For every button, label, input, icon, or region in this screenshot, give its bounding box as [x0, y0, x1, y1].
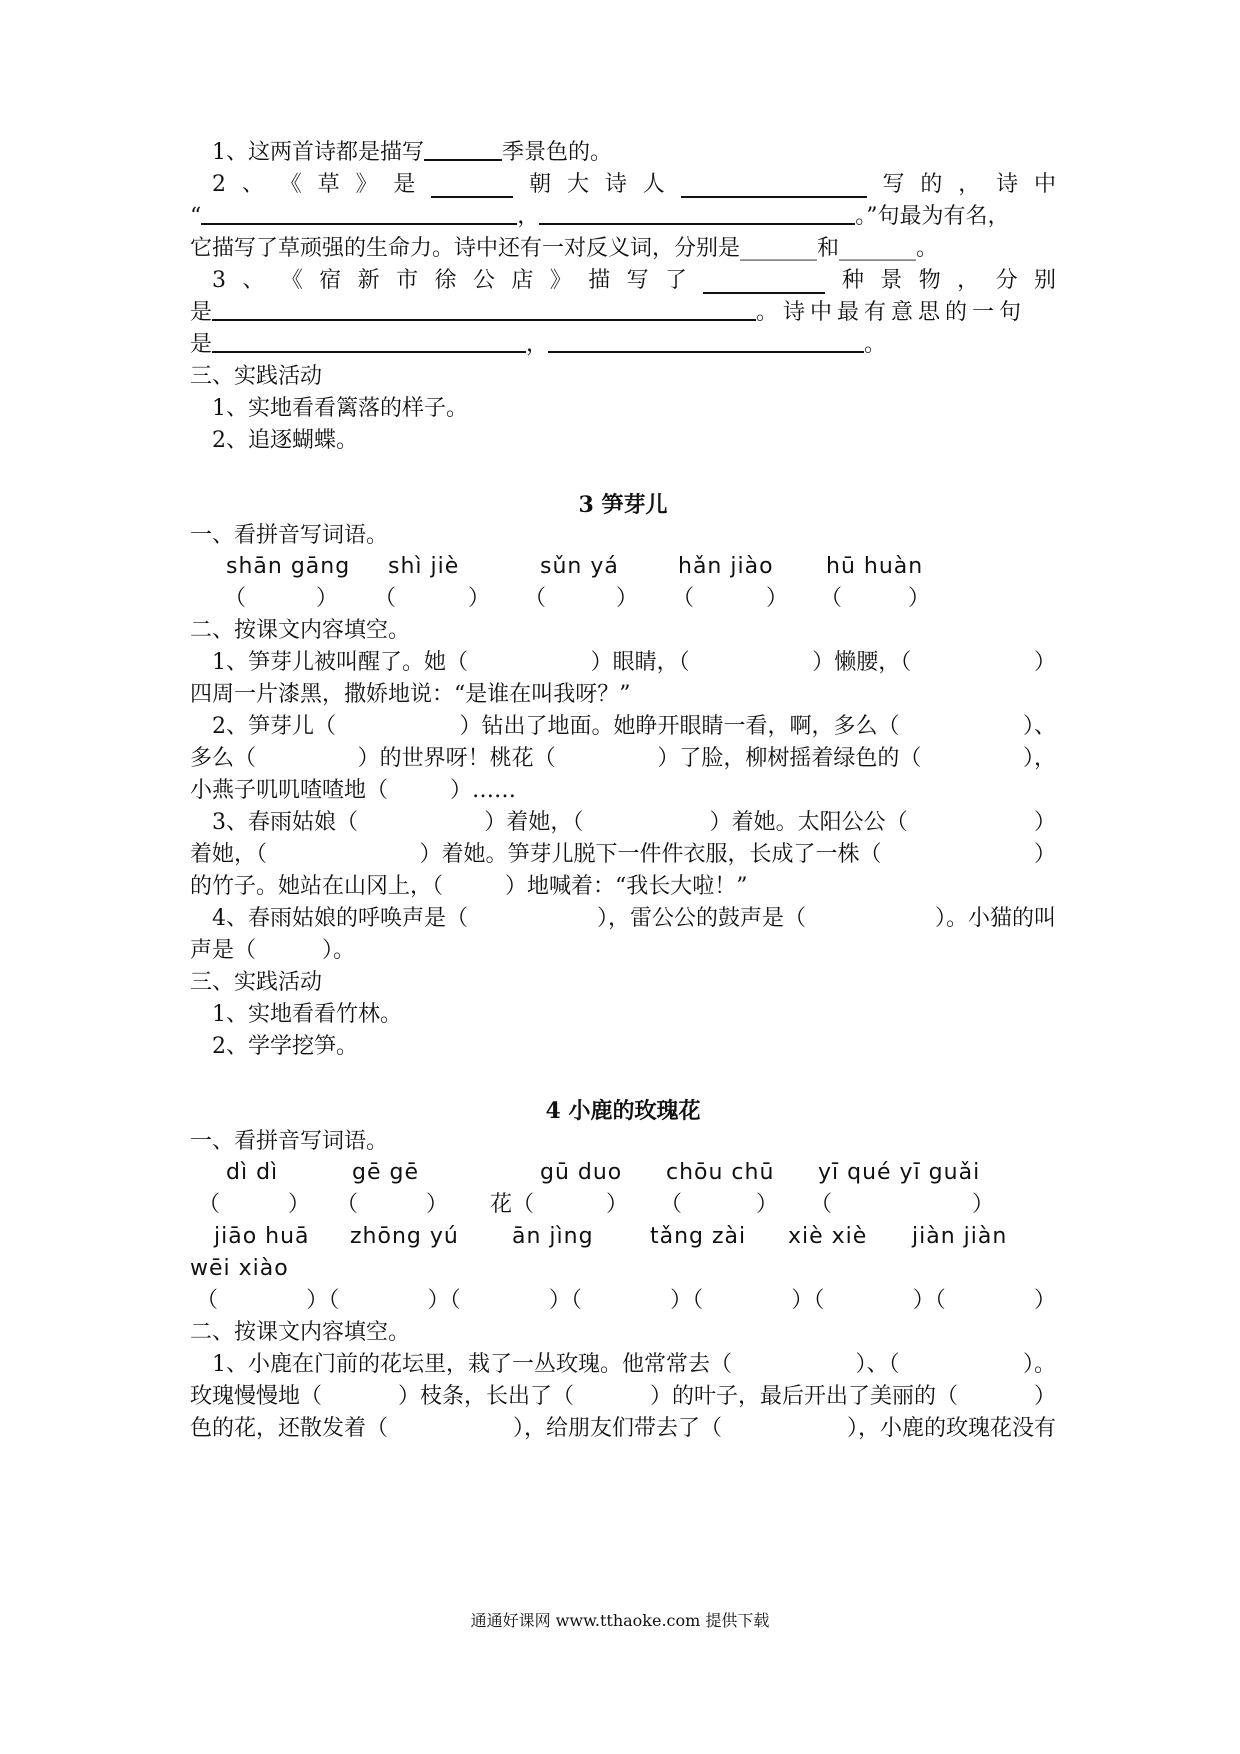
question-line: 1、小鹿在门前的花坛里，栽了一丛玫瑰。他常常去（ ）、（ ）。 — [212, 1352, 1056, 1377]
pinyin: gē gē — [352, 1160, 419, 1185]
answer-bracket-open: （ — [660, 1192, 683, 1217]
pinyin: shì jiè — [388, 554, 460, 579]
answer-blank[interactable] — [201, 199, 517, 225]
question-line: 1、笋芽儿被叫醒了。她（ ）眼睛，（ ）懒腰，（ ） — [212, 650, 1056, 675]
question-line: 2、笋芽儿（ ）钻出了地面。她睁开眼睛一看，啊，多么（ ）、 — [212, 714, 1056, 739]
answer-bracket-close: ） — [972, 1192, 995, 1217]
question-line: 的竹子。她站在山冈上，（ ）地喊着：“我长大啦！” — [190, 874, 748, 899]
pinyin: tǎng zài — [650, 1224, 747, 1249]
section-heading: 二、按课文内容填空。 — [190, 1320, 411, 1345]
answer-bracket-close: ） — [756, 1192, 779, 1217]
answer-bracket-close: ） — [908, 586, 931, 611]
question-line: 是 ， 。 — [190, 327, 1056, 363]
practice-item: 1、实地看看篱落的样子。 — [212, 396, 468, 421]
page-footer: 通通好课网 www.tthaoke.com 提供下载 — [470, 1611, 770, 1630]
answer-bracket-close: ） — [766, 586, 789, 611]
answer-blank[interactable] — [548, 327, 864, 353]
question-line: 是 。诗中最有意思的一句 — [190, 295, 1056, 331]
answer-bracket-open: （ — [336, 1192, 359, 1217]
answer-blank[interactable] — [703, 268, 825, 294]
answer-blank[interactable] — [424, 135, 502, 161]
question-line: 小燕子叽叽喳喳地（ ）…… — [190, 778, 517, 803]
question-line: “ ， 。”句最为有名， — [190, 199, 1056, 235]
question-line: 玫瑰慢慢地（ ）枝条，长出了（ ）的叶子，最后开出了美丽的（ ） — [190, 1384, 1056, 1409]
practice-item: 1、实地看看竹林。 — [212, 1002, 402, 1027]
question-line: 2 、 《 草 》 是 朝 大 诗 人 写 的 ， 诗 中 — [212, 172, 1056, 197]
pinyin: xiè xiè — [788, 1224, 868, 1249]
pinyin: jiāo huā — [214, 1224, 310, 1249]
section-heading: 三、实践活动 — [190, 970, 323, 995]
section-heading: 一、看拼音写词语。 — [190, 523, 389, 548]
section-heading: 三、实践活动 — [190, 364, 323, 389]
question-line: 4、春雨姑娘的呼唤声是（ ），雷公公的鼓声是（ ）。小猫的叫 — [212, 906, 1056, 931]
question-line: 多么（ ）的世界呀！桃花（ ）了脸，柳树摇着绿色的（ ）， — [190, 746, 1056, 771]
pinyin: hū huàn — [826, 554, 924, 579]
answer-bracket-close: ） — [616, 586, 639, 611]
question-line: 着她，（ ）着她。笋芽儿脱下一件件衣服，长成了一株（ ） — [190, 842, 1056, 867]
answer-blank[interactable] — [539, 199, 855, 225]
pinyin: jiàn jiàn — [912, 1224, 1008, 1249]
answer-bracket-open: （ — [810, 1192, 833, 1217]
answer-blank[interactable] — [431, 172, 513, 198]
question-line: 3 、 《 宿 新 市 徐 公 店 》 描 写 了 种 景 物 ， 分 别 — [212, 268, 1056, 293]
lesson-title: 3 笋芽儿 — [578, 492, 668, 518]
answer-bracket-close: ） — [288, 1192, 311, 1217]
pinyin: wēi xiào — [190, 1256, 289, 1281]
answer-bracket-open: （ — [198, 1192, 221, 1217]
question-line: 3、春雨姑娘（ ）着她，（ ）着她。太阳公公（ ） — [212, 810, 1056, 835]
section-heading: 一、看拼音写词语。 — [190, 1129, 389, 1154]
answer-bracket-open: （ — [820, 586, 843, 611]
pinyin: sǔn yá — [540, 554, 619, 579]
section-heading: 二、按课文内容填空。 — [190, 618, 411, 643]
question-line: 四周一片漆黑，撒娇地说：“是谁在叫我呀？” — [190, 682, 631, 707]
pinyin: ān jìng — [512, 1224, 594, 1249]
lesson-title: 4 小鹿的玫瑰花 — [545, 1098, 701, 1124]
answer-bracket-open: （ — [374, 586, 397, 611]
answer-bracket-open: （ — [672, 586, 695, 611]
question-line: 它描写了草顽强的生命力。诗中还有一对反义词，分别是_______和_______。 — [190, 236, 939, 261]
answer-bracket-open: （ — [524, 586, 547, 611]
question-line: 1、这两首诗都是描写 季景色的。 — [212, 135, 1056, 171]
answer-bracket-close: ） — [316, 586, 339, 611]
answer-blank[interactable] — [212, 327, 526, 353]
pinyin: chōu chū — [666, 1160, 775, 1185]
answer-bracket-open: 花（ — [490, 1192, 535, 1217]
practice-item: 2、追逐蝴蝶。 — [212, 428, 358, 453]
practice-item: 2、学学挖笋。 — [212, 1034, 358, 1059]
question-line: 色的花，还散发着（ ），给朋友们带去了（ ），小鹿的玫瑰花没有 — [190, 1416, 1056, 1441]
answer-bracket-close: ） — [606, 1192, 629, 1217]
pinyin: gū duo — [540, 1160, 623, 1185]
question-line: 声是（ ）。 — [190, 938, 356, 963]
pinyin: yī qué yī guǎi — [818, 1160, 981, 1185]
answer-bracket-close: ） — [426, 1192, 449, 1217]
answer-bracket-close: ） — [468, 586, 491, 611]
pinyin: shān gāng — [226, 554, 351, 579]
pinyin: zhōng yú — [350, 1224, 459, 1249]
pinyin: dì dì — [226, 1160, 279, 1185]
answer-blank[interactable] — [212, 295, 756, 321]
pinyin: hǎn jiào — [678, 554, 774, 579]
answer-blank[interactable] — [681, 172, 867, 198]
answer-bracket-open: （ — [224, 586, 247, 611]
bracket-row: （ ）（ ）（ ）（ ）（ ）（ ）（ ） — [196, 1288, 1056, 1313]
